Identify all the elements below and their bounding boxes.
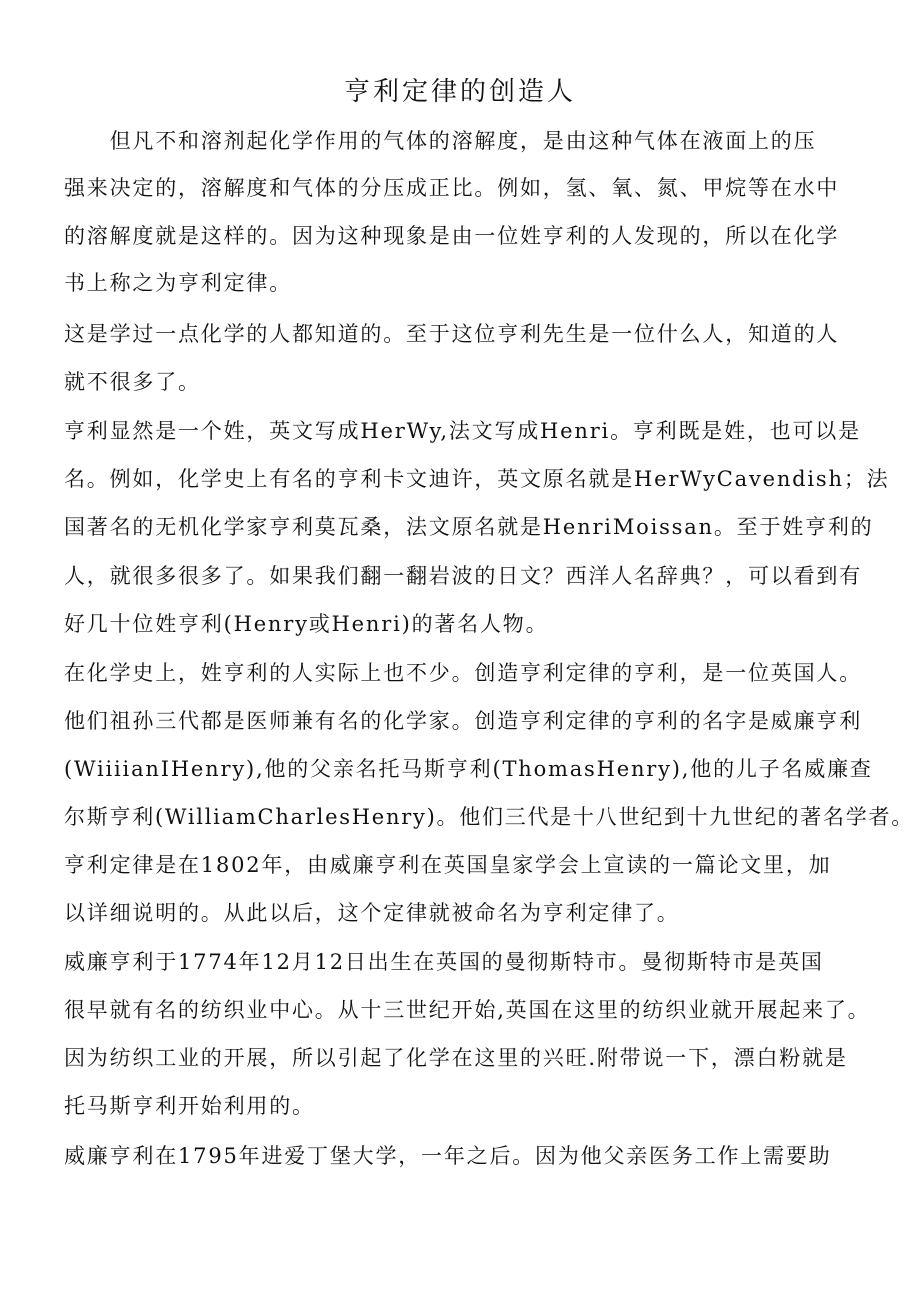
text-line: 就不很多了。 [64, 370, 201, 394]
text-line: 尔斯亨利(WilliamCharlesHenry)。他们三代是十八世纪到十九世纪的著名学者。 [64, 805, 914, 829]
text-line: 好几十位姓亨利(Henry或Henri)的著名人物。 [64, 612, 549, 636]
text-line: 以详细说明的。从此以后，这个定律就被命名为亨利定律了。 [64, 901, 680, 925]
text-line: 亨利显然是一个姓，英文写成HerWy,法文写成Henri。亨利既是姓，也可以是 [64, 419, 861, 443]
text-line: 这是学过一点化学的人都知道的。至于这位亨利先生是一位什么人，知道的人 [64, 322, 840, 346]
text-line: 但凡不和溶剂起化学作用的气体的溶解度，是由这种气体在液面上的压 [64, 129, 817, 153]
text-line: 在化学史上，姓亨利的人实际上也不少。创造亨利定律的亨利，是一位英国人。 [64, 661, 862, 685]
text-line: 强来决定的，溶解度和气体的分压成正比。例如，氢、氧、氮、甲烷等在水中 [64, 176, 840, 200]
text-line: 威廉亨利于1774年12月12日出生在英国的曼彻斯特市。曼彻斯特市是英国 [64, 950, 824, 974]
text-line: 他们祖孙三代都是医师兼有名的化学家。创造亨利定律的亨利的名字是威廉亨利 [64, 709, 862, 733]
text-line: 书上称之为亨利定律。 [64, 271, 292, 295]
text-line: 因为纺织工业的开展，所以引起了化学在这里的兴旺.附带说一下，漂白粉就是 [64, 1046, 848, 1070]
document-title: 亨利定律的创造人 [343, 77, 576, 107]
text-line: (WiiiianIHenry),他的父亲名托马斯亨利(ThomasHenry),他的儿子名威廉查 [64, 757, 873, 781]
text-line: 人，就很多很多了。如果我们翻一翻岩波的日文？西洋人名辞典？，可以看到有 [64, 564, 862, 588]
text-line: 托马斯亨利开始利用的。 [64, 1094, 315, 1118]
text-line: 的溶解度就是这样的。因为这种现象是由一位姓亨利的人发现的，所以在化学 [64, 224, 840, 248]
text-line: 国著名的无机化学家亨利莫瓦桑，法文原名就是HenriMoissan。至于姓亨利的 [64, 515, 874, 539]
text-line: 亨利定律是在1802年，由威廉亨利在英国皇家学会上宣读的一篇论文里，加 [64, 853, 832, 877]
text-line: 名。例如，化学史上有名的亨利卡文迪许，英文原名就是HerWyCavendish；法 [64, 467, 890, 491]
text-line: 很早就有名的纺织业中心。从十三世纪开始,英国在这里的纺织业就开展起来了。 [64, 998, 871, 1022]
text-line: 威廉亨利在1795年进爱丁堡大学，一年之后。因为他父亲医务工作上需要助 [64, 1144, 832, 1168]
